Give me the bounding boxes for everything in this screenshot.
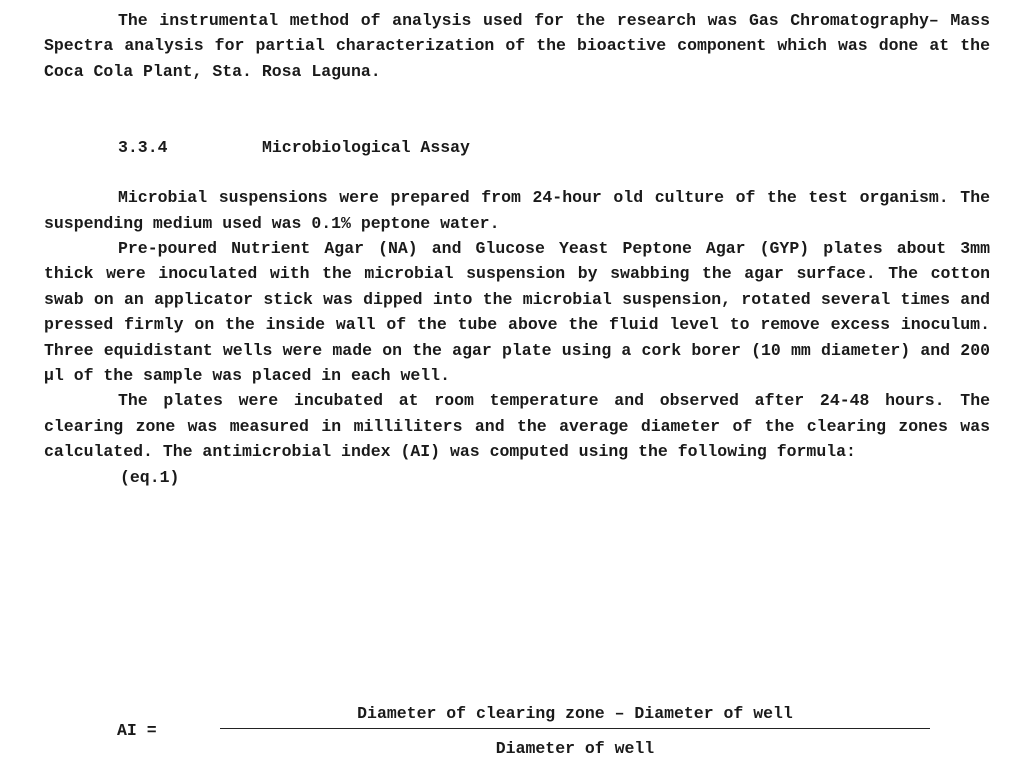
paragraph-inoculation: Pre-poured Nutrient Agar (NA) and Glucose Yeast Peptone Agar (GYP) plates about 3mm thick were inoculated with the microbial suspension by swabbing the agar surface. The cotton swab on an applicator stick was dipped into the microbial suspension, rotated several times and pressed firmly on the inside wall of the tube above the fluid level to remove excess inoculum. Three equidistant wells were made on the agar plate using a cork borer (10 mm diameter) and 200 µl of the sample was placed in each well. xyxy=(44,239,990,386)
paragraph-incubation: The plates were incubated at room temperature and observed after 24-48 hours. The clearing zone was measured in milliliters and the average diameter of the clearing zones was calculated. The antimicrobial index (AI) was computed using the following formula: xyxy=(44,391,990,462)
equation-reference: (eq.1) xyxy=(120,467,180,487)
section-number: 3.3.4 xyxy=(118,138,168,158)
section-heading xyxy=(44,135,990,160)
spacer xyxy=(44,84,990,135)
paragraph-suspensions: Microbial suspensions were prepared from 24-hour old culture of the test organism. The suspending medium used was 0.1% peptone water. xyxy=(44,188,990,233)
spacer xyxy=(44,160,990,185)
section-title: Microbiological Assay xyxy=(262,138,470,158)
ai-formula xyxy=(44,698,990,768)
formula-numerator: Diameter of clearing zone – Diameter of well xyxy=(357,704,793,723)
formula-lhs: AI = xyxy=(117,721,157,740)
fraction-bar xyxy=(220,728,930,729)
paragraph-gcms: The instrumental method of analysis used for the research was Gas Chromatography– Mass Spectra analysis for partial characterization of the bioactive component which was done at the Coca Cola Plant, Sta. Rosa Laguna. xyxy=(44,11,990,81)
formula-denominator: Diameter of well xyxy=(495,739,655,758)
document-page xyxy=(44,8,990,758)
